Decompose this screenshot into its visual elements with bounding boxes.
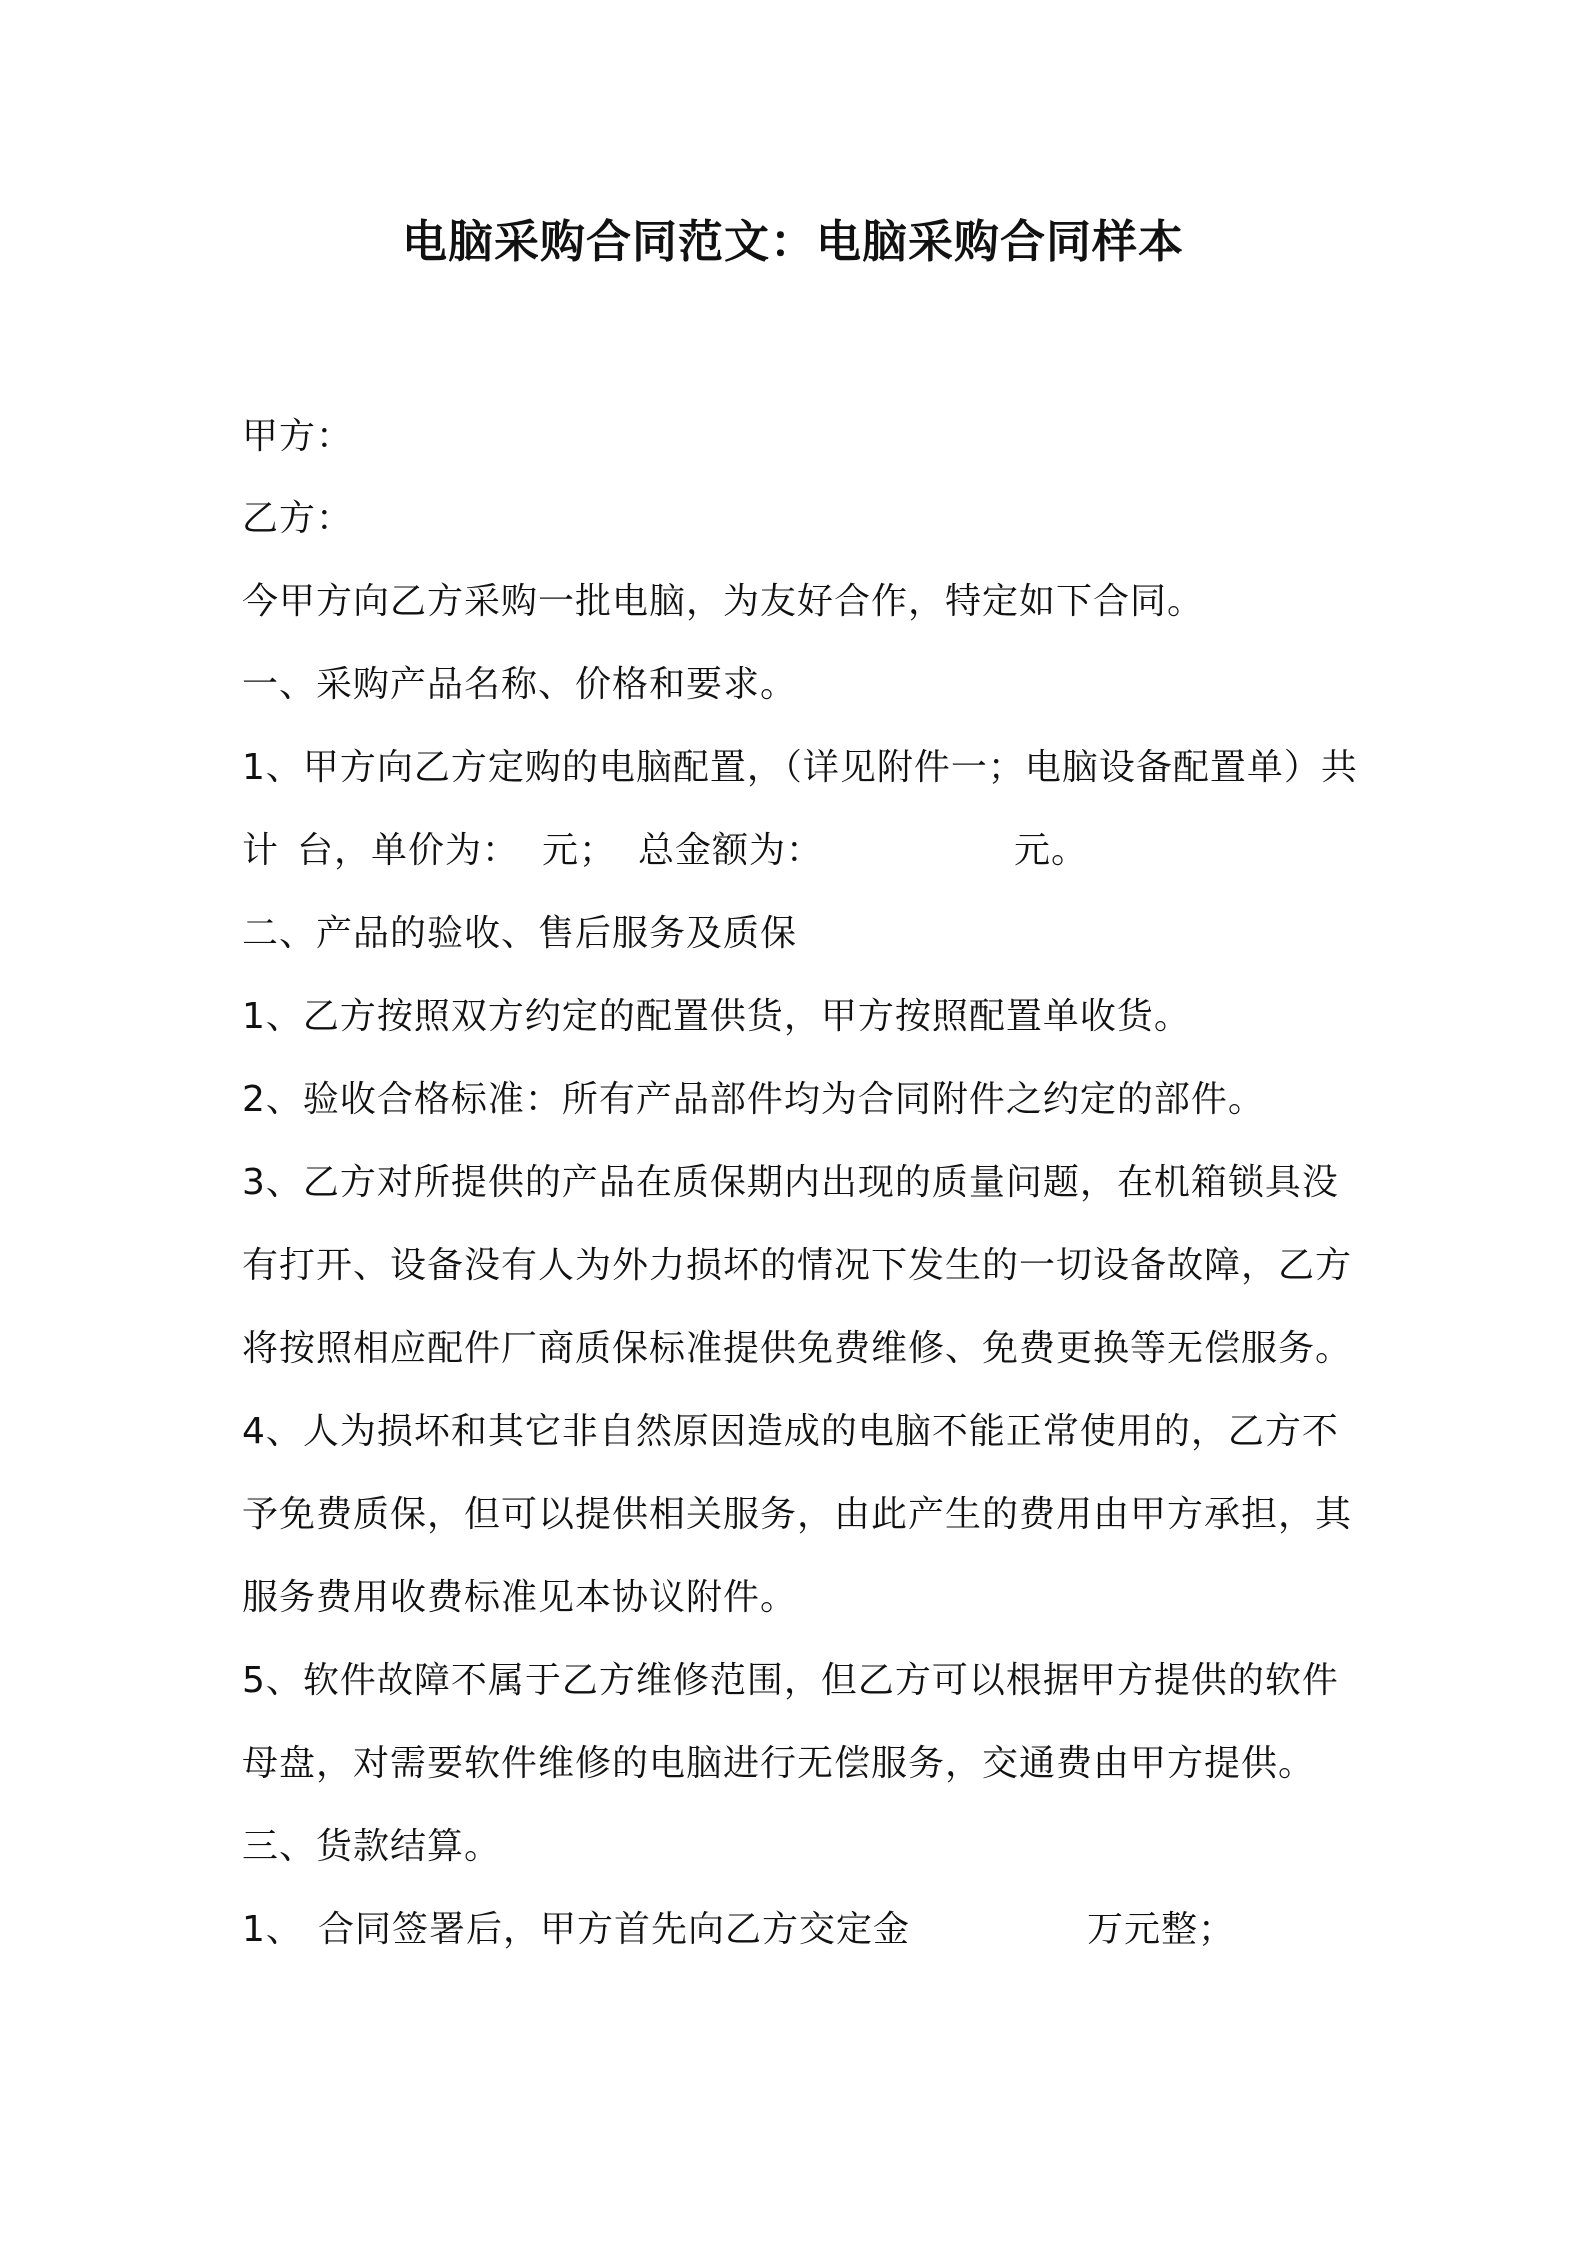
document-title: 电脑采购合同范文：电脑采购合同样本: [401, 215, 1184, 268]
quantity-prefix: 计: [242, 830, 280, 871]
unit-price-currency: 元；: [542, 830, 617, 871]
party-a-label: 甲方：: [242, 416, 354, 457]
section2-item1: 1、乙方按照双方约定的配置供货，甲方按照配置单收货。: [242, 996, 1191, 1037]
section2-item2: 2、验收合格标准：所有产品部件均为合同附件之约定的部件。: [242, 1079, 1265, 1120]
unit-price-label: 台，单价为：: [297, 830, 520, 871]
section2-item5-line2: 母盘，对需要软件维修的电脑进行无偿服务，交通费由甲方提供。: [242, 1743, 1316, 1784]
section2-item4-line2: 予免费质保，但可以提供相关服务，由此产生的费用由甲方承担，其: [242, 1494, 1353, 1535]
section3-item1-suffix: 万元整；: [1087, 1909, 1236, 1950]
section2-item4-line3: 服务费用收费标准见本协议附件。: [242, 1577, 798, 1618]
section2-item5-line1: 5、软件故障不属于乙方维修范围，但乙方可以根据甲方提供的软件: [242, 1660, 1339, 1701]
party-b-label: 乙方：: [242, 498, 354, 539]
total-amount-currency: 元。: [1014, 830, 1089, 871]
section3-item1: [242, 1906, 1236, 1954]
section2-item3-line2: 有打开、设备没有人为外力损坏的情况下发生的一切设备故障，乙方: [242, 1245, 1353, 1286]
section2-item3-line1: 3、乙方对所提供的产品在质保期内出现的质量问题，在机箱锁具没: [242, 1162, 1339, 1203]
section1-heading: 一、采购产品名称、价格和要求。: [242, 664, 798, 705]
section1-item1-line1: 1、甲方向乙方定购的电脑配置，（详见附件一；电脑设备配置单）共: [242, 747, 1358, 788]
section3-item1-text: 合同签署后，甲方首先向乙方交定金: [318, 1909, 911, 1950]
section2-heading: 二、产品的验收、售后服务及质保: [242, 913, 798, 954]
contract-intro: 今甲方向乙方采购一批电脑，为友好合作，特定如下合同。: [242, 581, 1205, 622]
section3-heading: 三、货款结算。: [242, 1826, 502, 1867]
section2-item4-line1: 4、人为损坏和其它非自然原因造成的电脑不能正常使用的，乙方不: [242, 1411, 1339, 1452]
total-amount-label: 总金额为：: [638, 830, 824, 871]
section3-item1-number: 1、: [242, 1909, 303, 1950]
section2-item3-line3: 将按照相应配件厂商质保标准提供免费维修、免费更换等无偿服务。: [242, 1328, 1353, 1369]
section1-item1-line2: [242, 827, 1142, 875]
